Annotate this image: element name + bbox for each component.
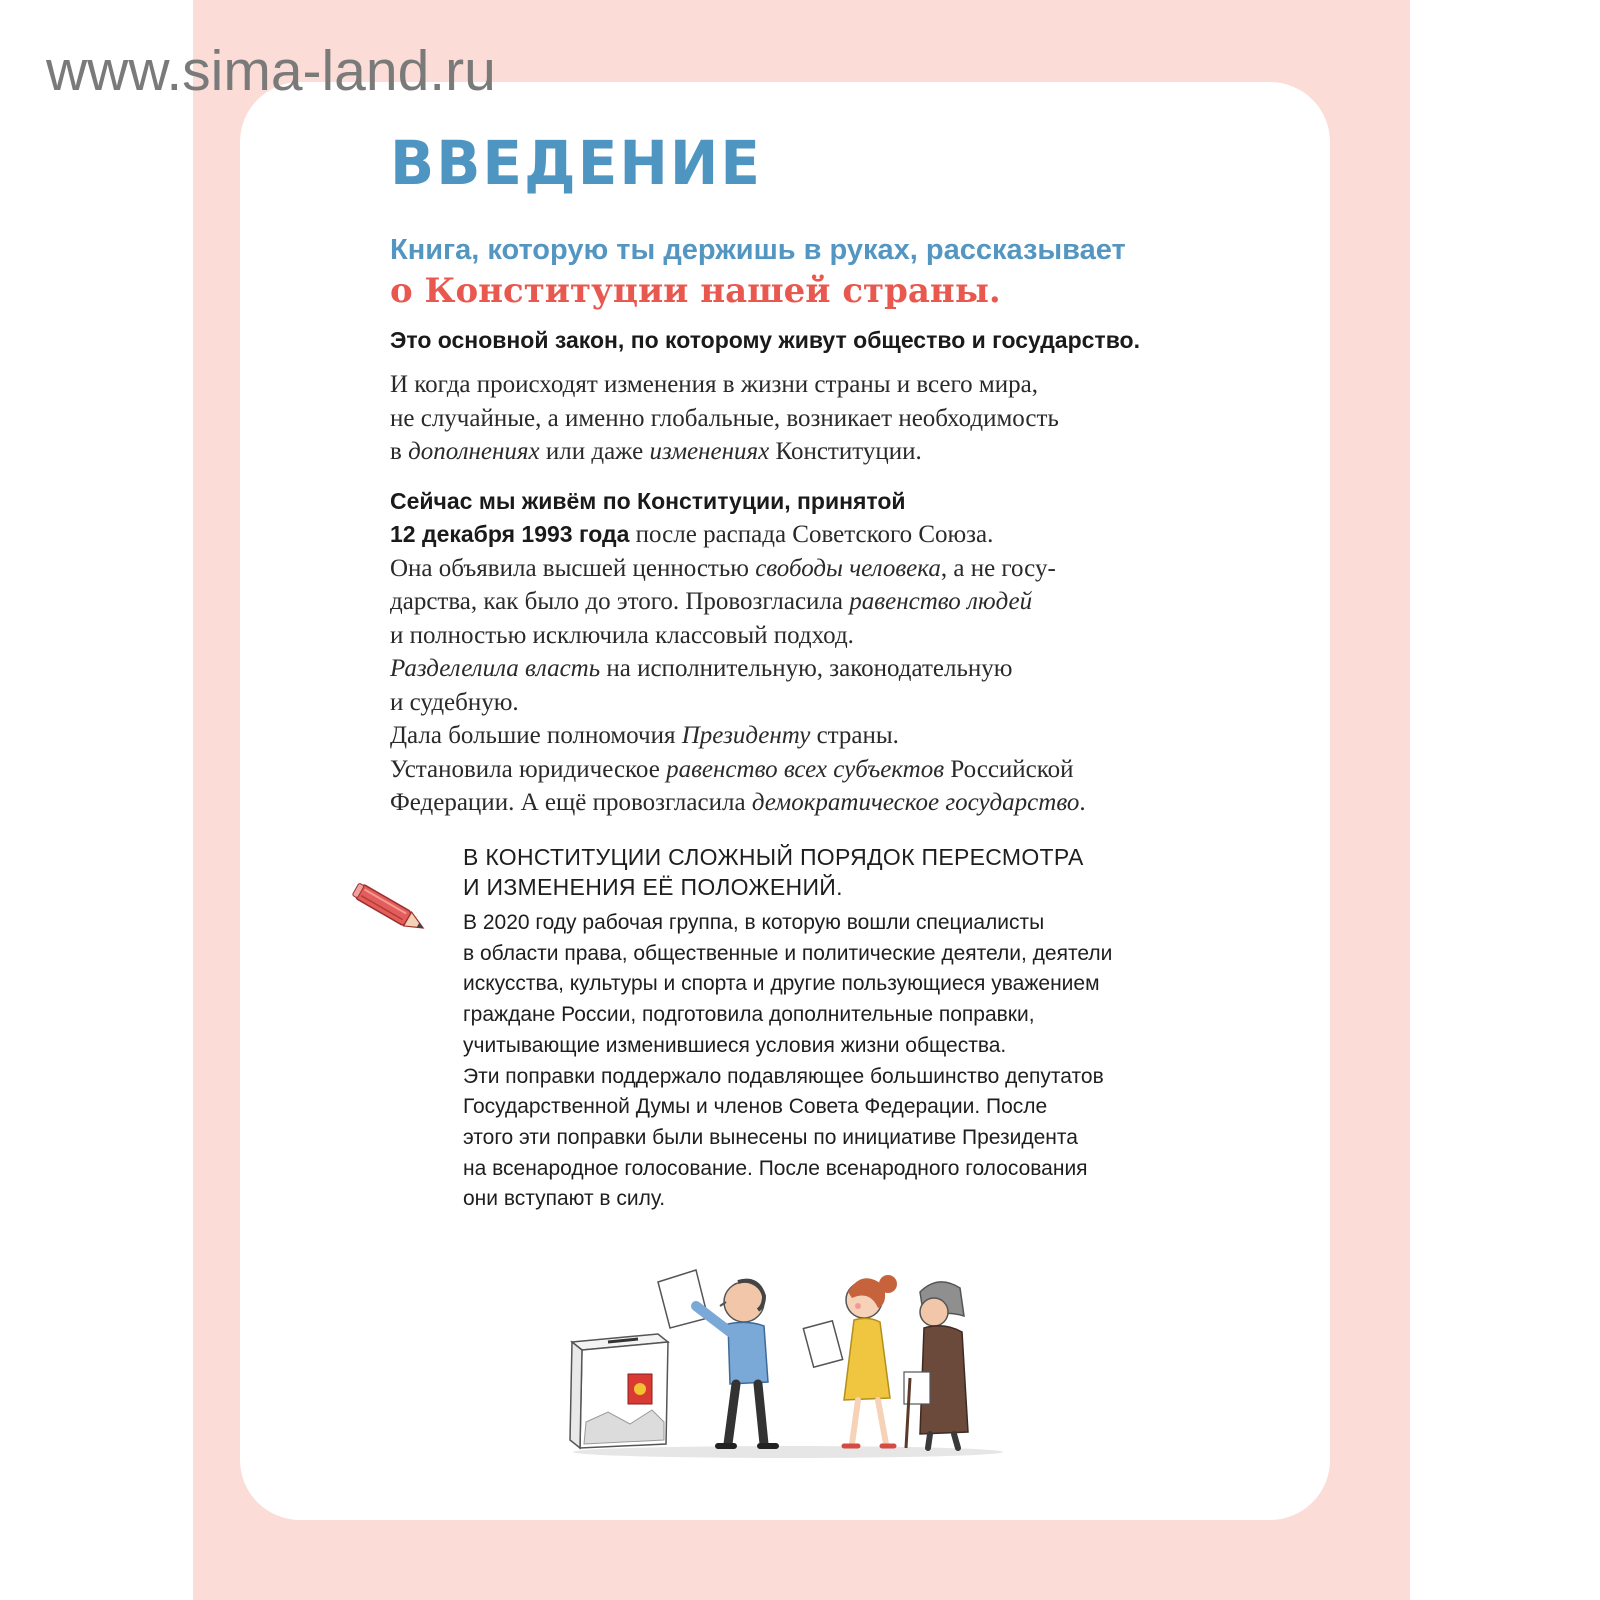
now-line-4 xyxy=(390,585,1230,619)
note-heading xyxy=(463,842,1223,902)
s8-post: . xyxy=(1079,789,1086,816)
lead-line-1: Книга, которую ты держишь в руках, рассказывает xyxy=(390,234,1126,266)
man-voter-icon xyxy=(658,1270,776,1446)
change-line-3-mid: или даже xyxy=(539,438,650,465)
change-paragraph xyxy=(390,368,1230,469)
s8-emphasis: демократическое государство xyxy=(751,789,1080,816)
s1-post: , а не госу- xyxy=(940,554,1056,582)
change-line-2: не случайные, а именно глобальные, возникает необходимость xyxy=(390,404,1059,432)
voting-illustration xyxy=(568,1262,1008,1462)
note-line: граждане России, подготовила дополнительные поправки, xyxy=(463,1003,1035,1027)
s4-emphasis: Разделелила власть xyxy=(390,655,601,682)
note-line: этого эти поправки были вынесены по инициативе Президента xyxy=(463,1125,1078,1149)
s1-pre: Она объявила высшей ценностью xyxy=(390,554,756,582)
change-line-3-post: Конституции. xyxy=(769,438,922,465)
note-line: в области права, общественные и политические деятели, деятели xyxy=(463,941,1113,965)
s6-pre: Дала большие полномочия xyxy=(390,722,682,749)
woman-reading-icon xyxy=(803,1275,897,1446)
s2-emphasis: равенство людей xyxy=(849,588,1033,615)
note-line: на всенародное голосование. После всенародного голосования xyxy=(463,1156,1088,1180)
constitution-1993-paragraph xyxy=(390,485,1230,820)
page-title: ВВЕДЕНИЕ xyxy=(390,127,763,199)
note-body xyxy=(463,908,1223,1215)
watermark: www.sima-land.ru xyxy=(46,39,496,103)
intro-bold-text: Это основной закон, по которому живут общество и государство. xyxy=(390,327,1140,353)
now-line-7: и судебную. xyxy=(390,688,519,716)
note-line: В 2020 году рабочая группа, в которую вошли специалисты xyxy=(463,911,1045,934)
emphasis-changes: изменениях xyxy=(649,438,770,465)
pencil-icon xyxy=(350,880,434,940)
change-line-3-pre: в xyxy=(390,438,409,465)
note-line: искусства, культуры и спорта и другие пользующиеся уважением xyxy=(463,972,1100,996)
s6-emphasis: Президенту xyxy=(681,722,811,749)
s7-post: Российской xyxy=(944,755,1074,783)
ballot-box-icon xyxy=(570,1334,668,1448)
note-heading-line-2: И ИЗМЕНЕНИЯ ЕЁ ПОЛОЖЕНИЙ. xyxy=(463,874,843,900)
now-after-date: после распада Советского Союза. xyxy=(629,521,994,548)
now-line-3 xyxy=(390,552,1230,586)
note-heading-line-1: В КОНСТИТУЦИИ СЛОЖНЫЙ ПОРЯДОК ПЕРЕСМОТРА xyxy=(463,844,1084,870)
amendment-note xyxy=(463,842,1223,1215)
now-bold-date: 12 декабря 1993 года xyxy=(390,521,630,547)
note-line: учитывающие изменившиеся условия жизни общества. xyxy=(463,1033,1007,1057)
s7-pre: Установила юридическое xyxy=(390,755,667,783)
grandmother-voter-icon xyxy=(904,1282,968,1448)
s6-post: страны. xyxy=(810,722,899,749)
s1-emphasis: свободы человека xyxy=(755,554,941,582)
s2-pre: дарства, как было до этого. Провозгласила xyxy=(390,588,850,615)
note-line: они вступают в силу. xyxy=(463,1187,666,1211)
note-line: Эти поправки поддержало подавляющее большинство депутатов xyxy=(463,1064,1104,1088)
s7-emphasis: равенство всех субъектов xyxy=(666,755,945,783)
main-content xyxy=(390,128,1230,820)
s8-pre: Федерации. А ещё провозгласила xyxy=(390,789,752,816)
lead-line-2: о Конституции нашей страны. xyxy=(390,271,1001,311)
change-line-1: И когда происходят изменения в жизни страны и всего мира, xyxy=(390,371,1038,398)
emphasis-additions: дополнениях xyxy=(408,438,540,465)
now-line-5: и полностью исключила классовый подход. xyxy=(390,621,854,649)
s4-post: на исполнительную, законодательную xyxy=(600,655,1013,682)
now-bold-line-1: Сейчас мы живём по Конституции, принятой xyxy=(390,487,906,514)
note-line: Государственной Думы и членов Совета Федерации. После xyxy=(463,1095,1048,1119)
